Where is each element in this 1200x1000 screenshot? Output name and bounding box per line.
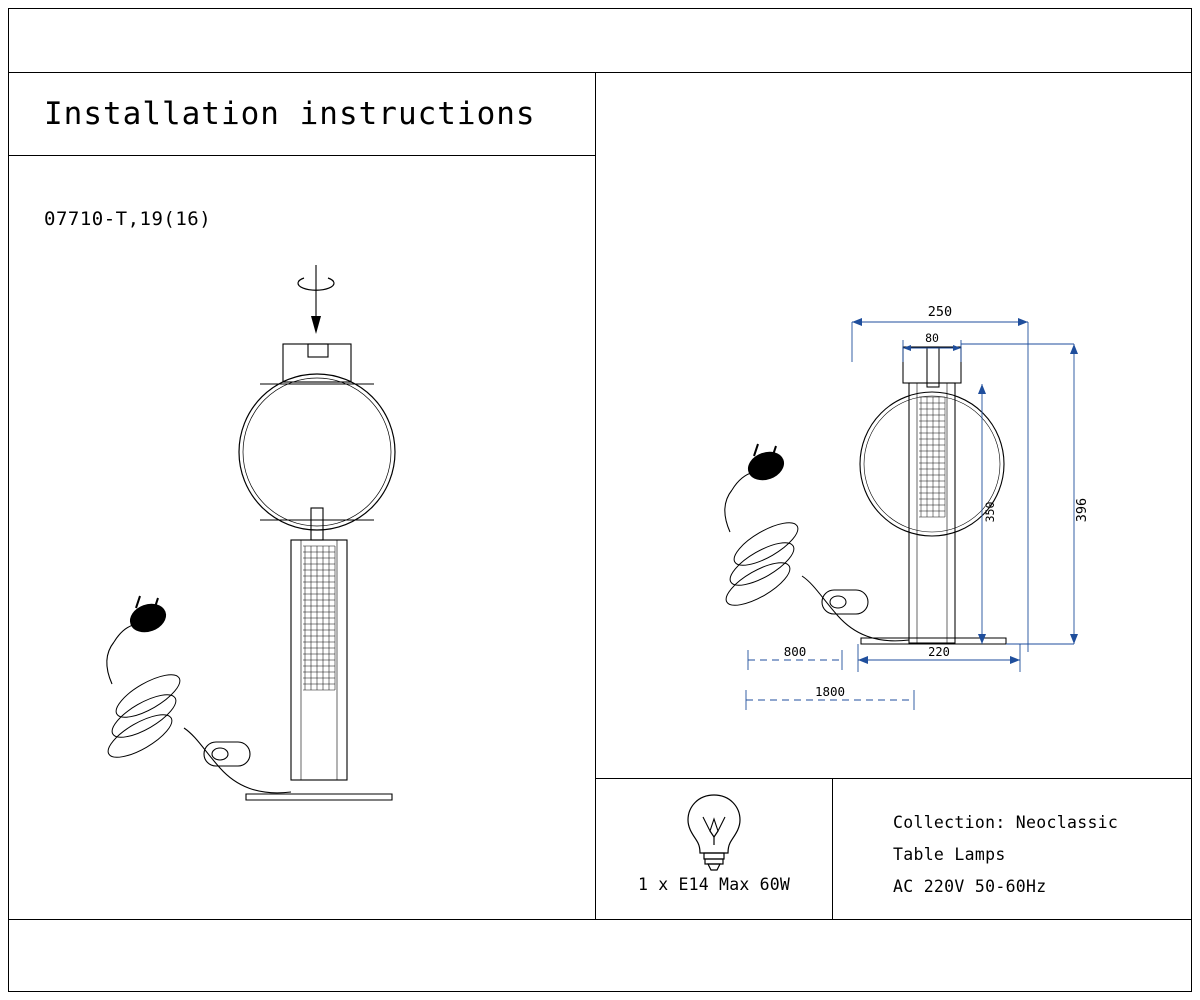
collection-line: Collection: Neoclassic [893,813,1119,832]
rotate-arrow-icon [298,265,334,334]
dim-350: 350 [983,501,997,523]
light-bulb-icon [678,789,750,873]
inline-switch-icon [204,742,250,766]
bulb-caption: 1 x E14 Max 60W [637,875,790,894]
dim-396: 396 [1074,497,1090,523]
bulb-info-box [595,778,833,920]
electrical-line: AC 220V 50-60Hz [893,877,1047,896]
dim-1800: 1800 [814,684,846,699]
power-plug-icon-right [732,444,787,490]
category-line: Table Lamps [893,845,1006,864]
title-bar [8,72,595,156]
assembled-lamp-drawing [8,156,595,920]
inline-switch-icon-right [822,590,868,614]
spec-info-box [833,778,1192,920]
dimensioned-lamp-drawing [596,72,1192,778]
dim-80: 80 [925,331,939,345]
dim-800: 800 [783,644,807,659]
dim-250: 250 [927,304,953,320]
model-code: 07710-T,19(16) [44,208,212,230]
page-title: Installation instructions [44,95,536,132]
power-plug-icon [114,596,169,642]
dim-220: 220 [928,645,950,659]
